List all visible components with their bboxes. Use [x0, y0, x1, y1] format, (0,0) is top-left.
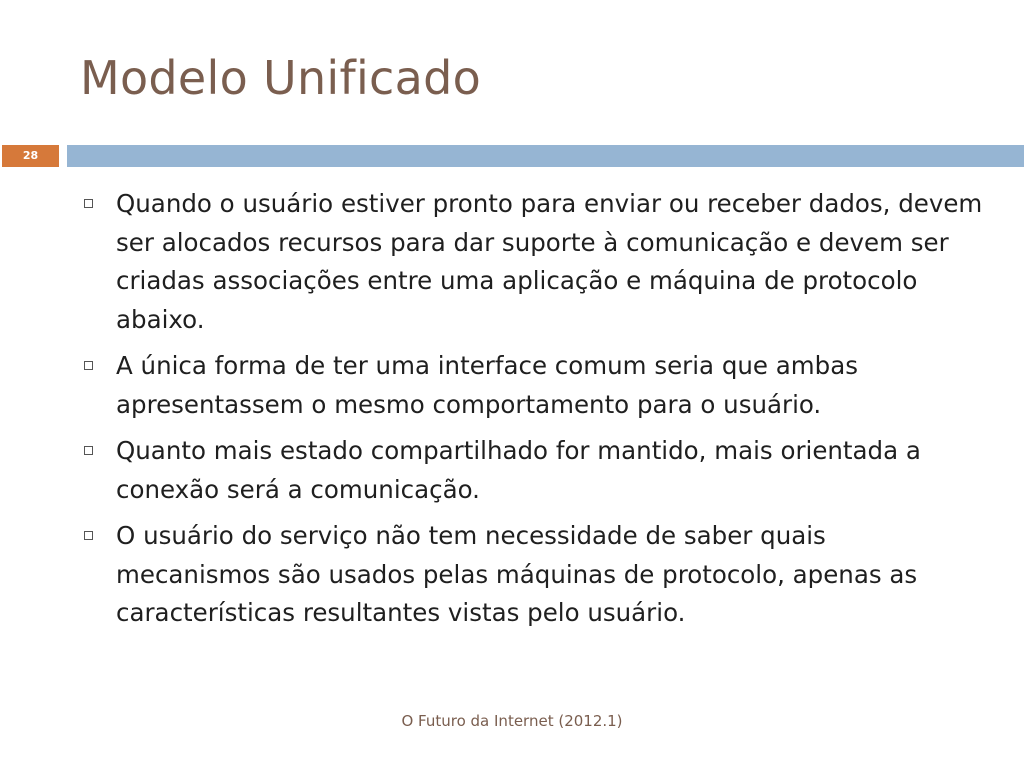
bullet-item [78, 185, 983, 339]
hollow-square-icon [84, 446, 93, 455]
bullet-text: Quanto mais estado compartilhado for mantido, mais orientada a conexão será a comunicação. [116, 436, 921, 504]
bullet-item [78, 347, 983, 424]
hollow-square-icon [84, 531, 93, 540]
bullet-text: A única forma de ter uma interface comum seria que ambas apresentassem o mesmo comportamento para o usuário. [116, 351, 858, 419]
bullet-text: O usuário do serviço não tem necessidade de saber quais mecanismos são usados pelas máquinas de protocolo, apenas as características resultantes vistas pelo usuário. [116, 521, 918, 627]
hollow-square-icon [84, 361, 93, 370]
bullet-item [78, 432, 983, 509]
header-accent-bar [67, 145, 1024, 167]
bullet-text: Quando o usuário estiver pronto para enviar ou receber dados, devem ser alocados recursos para dar suporte à comunicação e devem ser criadas associações entre uma aplicação e máquina de protocolo abaixo. [116, 189, 983, 334]
slide-number: 28 [2, 145, 59, 167]
slide-title: Modelo Unificado [80, 51, 482, 105]
footer-text: O Futuro da Internet (2012.1) [401, 712, 623, 730]
bullet-list [78, 185, 983, 641]
hollow-square-icon [84, 199, 93, 208]
bullet-item [78, 517, 983, 633]
